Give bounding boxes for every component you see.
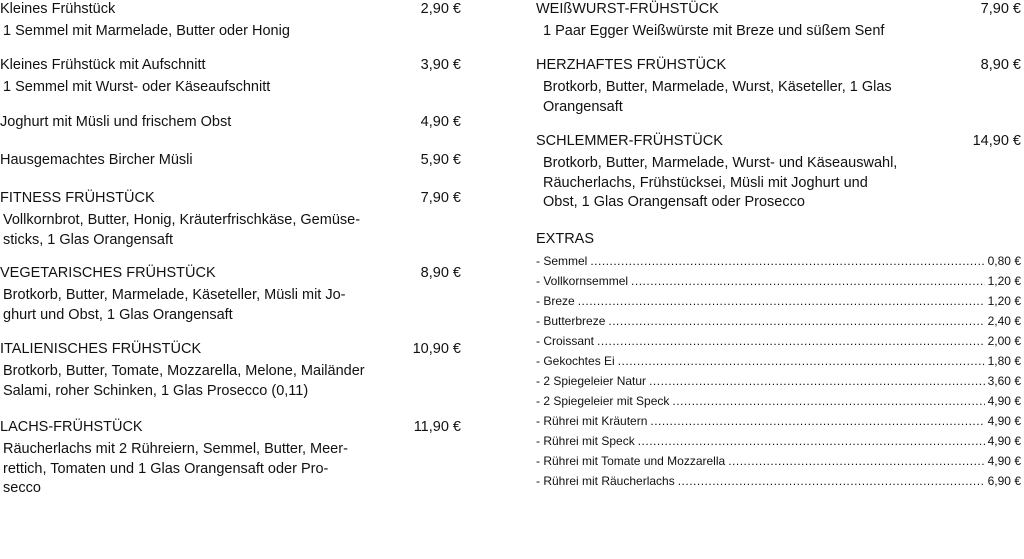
menu-item [0, 264, 464, 325]
item-price: 2,90 € [420, 1, 461, 17]
item-description-line: Räucherlachs mit 2 Rühreiern, Semmel, Butter, Meer- [3, 441, 348, 457]
item-price: 14,90 € [972, 133, 1021, 149]
extras-list [536, 251, 1021, 491]
item-description-line: 1 Paar Egger Weißwürste mit Breze und süßem Senf [543, 23, 885, 39]
extra-name: - Rührei mit Tomate und Mozzarella [536, 454, 726, 468]
extra-price: 1,80 € [987, 354, 1021, 368]
extras-row [536, 331, 1021, 351]
item-description-line: rettich, Tomaten und 1 Glas Orangensaft oder Pro- [3, 460, 329, 477]
extra-price: 1,20 € [987, 274, 1021, 288]
item-description-line: Brotkorb, Butter, Tomate, Mozzarella, Melone, Mailänder [3, 363, 365, 379]
dot-leader [618, 351, 985, 371]
item-price: 7,90 € [420, 190, 461, 206]
item-title: FITNESS FRÜHSTÜCK [0, 190, 155, 206]
item-description-line: Salami, roher Schinken, 1 Glas Prosecco (0,11) [3, 382, 309, 399]
dot-leader [578, 291, 985, 311]
item-description-line: ghurt und Obst, 1 Glas Orangensaft [3, 306, 233, 323]
item-description-line: Orangensaft [543, 98, 623, 115]
item-price: 10,90 € [412, 341, 461, 357]
dot-leader [672, 391, 984, 411]
item-description-line: sticks, 1 Glas Orangensaft [3, 231, 174, 248]
item-description-line: 1 Semmel mit Marmelade, Butter oder Honig [3, 23, 290, 39]
menu-item [0, 418, 464, 499]
dot-leader [638, 431, 985, 451]
extras-row [536, 411, 1021, 431]
dot-leader [590, 251, 984, 271]
extra-price: 4,90 € [987, 434, 1021, 448]
menu-item [536, 132, 1024, 213]
item-description-line: Brotkorb, Butter, Marmelade, Wurst- und Käseauswahl, [543, 155, 898, 171]
item-description-line: Brotkorb, Butter, Marmelade, Käseteller, Müsli mit Jo- [3, 287, 346, 303]
item-title: Joghurt mit Müsli und frischem Obst [0, 114, 232, 130]
extras-row [536, 291, 1021, 311]
item-price: 4,90 € [420, 114, 461, 130]
extra-name: - Rührei mit Speck [536, 434, 635, 448]
menu-item [0, 340, 464, 401]
item-title: LACHS-FRÜHSTÜCK [0, 419, 143, 435]
extra-price: 6,90 € [987, 474, 1021, 488]
extra-name: - 2 Spiegeleier Natur [536, 374, 647, 388]
dot-leader [678, 471, 985, 491]
extra-name: - 2 Spiegeleier mit Speck [536, 394, 670, 408]
item-title: HERZHAFTES FRÜHSTÜCK [536, 57, 727, 73]
menu-item [0, 189, 464, 250]
item-price: 8,90 € [980, 57, 1021, 73]
extras-row [536, 471, 1021, 491]
extras-row [536, 431, 1021, 451]
extra-name: - Rührei mit Räucherlachs [536, 474, 675, 488]
item-description-line: Obst, 1 Glas Orangensaft oder Prosecco [543, 194, 805, 210]
item-description-line: secco [3, 480, 41, 496]
extras-heading: EXTRAS [536, 231, 595, 247]
item-title: Kleines Frühstück mit Aufschnitt [0, 57, 206, 73]
extras-row [536, 391, 1021, 411]
extra-name: - Gekochtes Ei [536, 354, 615, 368]
extra-price: 4,90 € [987, 414, 1021, 428]
extras-row [536, 251, 1021, 271]
item-title: Kleines Frühstück [0, 1, 116, 17]
dot-leader [608, 311, 984, 331]
extras-row [536, 271, 1021, 291]
extra-name: - Breze [536, 294, 575, 308]
item-price: 7,90 € [980, 1, 1021, 17]
menu-item [536, 56, 1024, 117]
extra-name: - Croissant [536, 334, 595, 348]
item-price: 8,90 € [420, 265, 461, 281]
extra-name: - Vollkornsemmel [536, 274, 629, 288]
extra-price: 4,90 € [987, 454, 1021, 468]
extra-price: 3,60 € [987, 374, 1021, 388]
extra-price: 4,90 € [987, 394, 1021, 408]
item-price: 3,90 € [420, 57, 461, 73]
item-title: SCHLEMMER-FRÜHSTÜCK [536, 133, 723, 149]
dot-leader [650, 411, 984, 431]
extra-name: - Semmel [536, 254, 588, 268]
menu-item [0, 151, 464, 170]
extra-name: - Rührei mit Kräutern [536, 414, 648, 428]
dot-leader [597, 331, 985, 351]
item-title: ITALIENISCHES FRÜHSTÜCK [0, 341, 202, 357]
extra-price: 0,80 € [987, 254, 1021, 268]
extras-row [536, 351, 1021, 371]
item-description-line: 1 Semmel mit Wurst- oder Käseaufschnitt [3, 79, 271, 95]
extra-name: - Butterbreze [536, 314, 606, 328]
menu-item [0, 0, 464, 42]
item-price: 11,90 € [413, 419, 461, 435]
extra-price: 1,20 € [987, 294, 1021, 308]
menu-item [0, 56, 464, 98]
item-title: Hausgemachtes Bircher Müsli [0, 152, 193, 168]
dot-leader [649, 371, 985, 391]
item-title: WEIßWURST-FRÜHSTÜCK [536, 1, 719, 17]
menu-item [0, 113, 464, 132]
extra-price: 2,40 € [987, 314, 1021, 328]
extras-row [536, 451, 1021, 471]
extras-row [536, 371, 1021, 391]
menu-item [536, 0, 1024, 42]
item-title: VEGETARISCHES FRÜHSTÜCK [0, 265, 216, 281]
item-price: 5,90 € [420, 152, 461, 168]
dot-leader [631, 271, 985, 291]
item-description-line: Räucherlachs, Frühstücksei, Müsli mit Joghurt und [543, 174, 868, 191]
item-description-line: Brotkorb, Butter, Marmelade, Wurst, Käseteller, 1 Glas [543, 79, 892, 95]
extra-price: 2,00 € [987, 334, 1021, 348]
dot-leader [728, 451, 984, 471]
extras-row [536, 311, 1021, 331]
item-description-line: Vollkornbrot, Butter, Honig, Kräuterfrischkäse, Gemüse- [3, 212, 361, 228]
